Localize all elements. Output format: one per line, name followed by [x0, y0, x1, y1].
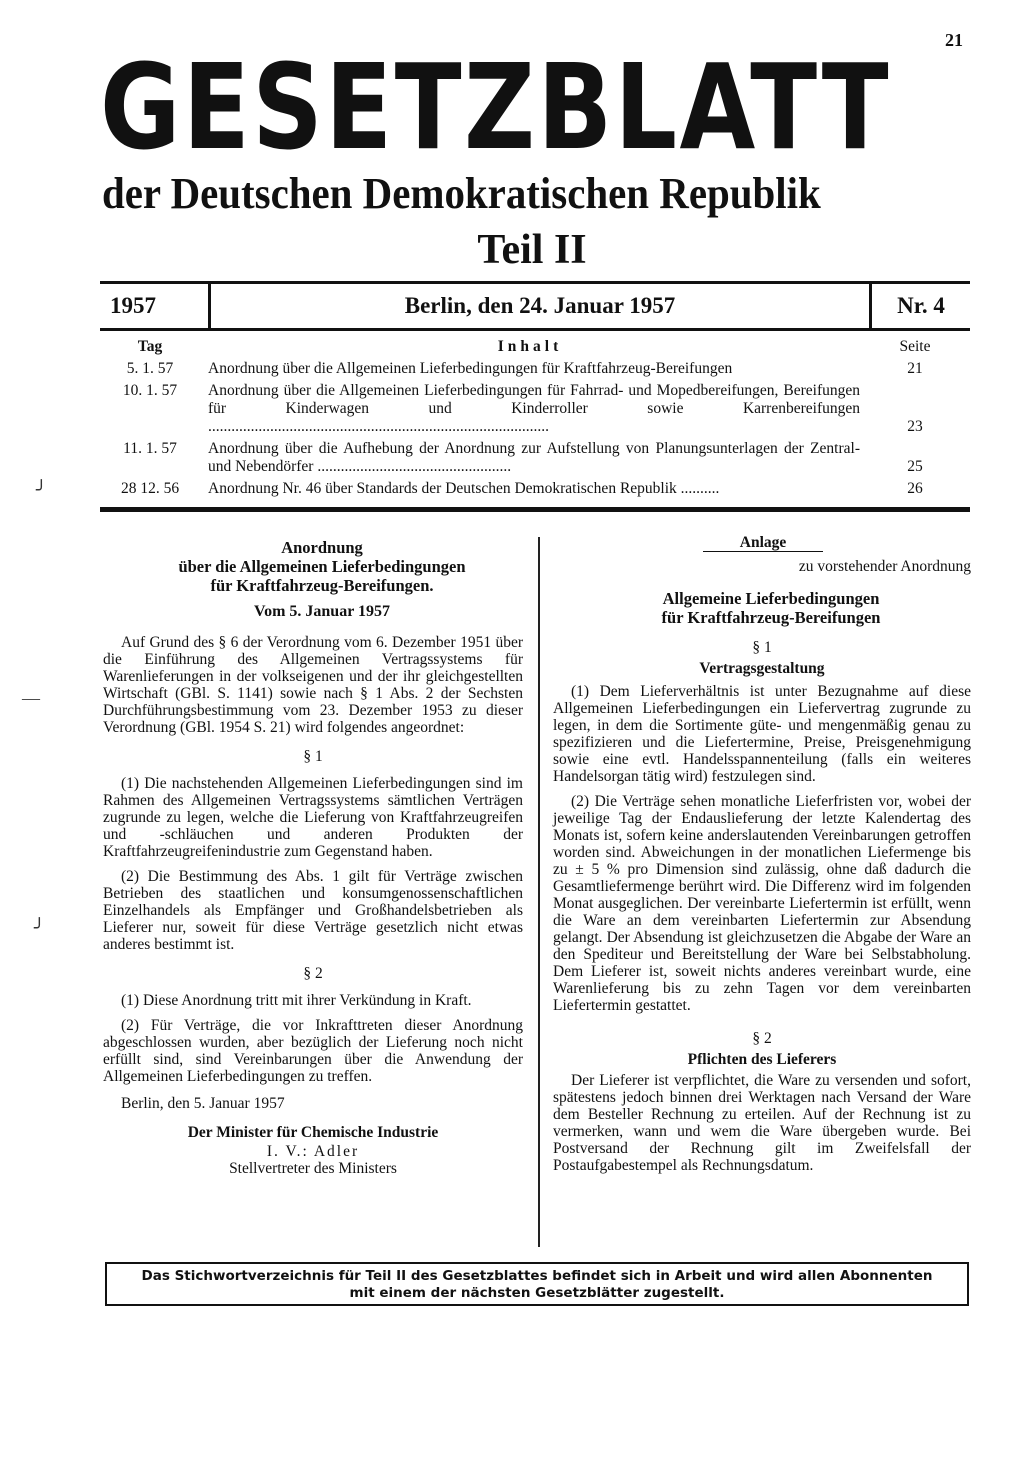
signature-place: Berlin, den 5. Januar 1957 — [121, 1095, 285, 1112]
contents-row-page: 21 — [907, 360, 923, 377]
ordinance-title: für Kraftfahrzeug-Bereifungen. — [210, 576, 434, 595]
paragraph: (1) Diese Anordnung tritt mit ihrer Verkündung in Kraft. — [121, 992, 472, 1009]
paragraph: (2) Die Bestimmung des Abs. 1 gilt für Verträge zwischen Betrieben des staatlichen und konsumgenossenschaftlichen Einzelhandels als Empfänger und Großhandelsbetrieben als Lieferer nur, soweit für diese Verträge gesetzlich nicht etwas anderes bestimmt ist. — [103, 868, 523, 953]
masthead-subtitle: der Deutschen Demokratischen Republik — [102, 169, 821, 218]
issue-year: 1957 — [110, 293, 156, 318]
paragraph: Der Lieferer ist verpflichtet, die Ware zu versenden und sofort, spätestens jedoch binnen drei Werktagen nach Versand der Ware dem Besteller Rechnung zu erteilen. Auf der Rechnung ist zu vermerken, wann und wem die Ware übergeben wurde. Bei Postversand der Rechnung gilt im Zweifelsfall der Postaufgabestempel als Rechnungsdatum. — [553, 1072, 971, 1174]
margin-mark: ╯ — [34, 918, 45, 938]
table-of-contents — [100, 338, 970, 502]
page-number: 21 — [945, 30, 963, 50]
paragraph: (2) Für Verträge, die vor Inkrafttreten dieser Anordnung abgeschlossen wurden, aber bezüglich der Lieferung noch nicht erfüllt sind, sind Vereinbarungen über die Anwendung der Allgemeinen Lieferbedingungen zu treffen. — [103, 1017, 523, 1085]
annex-label: Anlage — [703, 534, 823, 552]
contents-row-page: 26 — [907, 480, 923, 497]
contents-row — [100, 440, 970, 476]
contents-col-page: Seite — [899, 338, 931, 355]
contents-row-date: 5. 1. 57 — [126, 360, 174, 377]
contents-row-text: Anordnung Nr. 46 über Standards der Deutschen Demokratischen Republik .......... — [208, 480, 720, 497]
column-divider — [538, 537, 540, 1247]
contents-row — [100, 360, 970, 378]
section-heading: § 1 — [752, 639, 772, 656]
contents-row-date: 11. 1. 57 — [123, 440, 177, 457]
paragraph: (1) Dem Lieferverhältnis ist unter Bezugnahme auf diese Allgemeinen Lieferbedingungen ein Liefervertrag zugrunde zu legen, in dem die Sortimente güte- und mengenmäßig genau zu spezifizieren und die Liefertermine, Preise, Preisgenehmigung sowie eine evtl. Handelsspannenteilung (falls ein weiteres Handelsorgan tätig wird) festzulegen sind. — [553, 683, 971, 785]
issue-bar — [100, 281, 970, 331]
signer-name: I. V.: Adler — [266, 1143, 360, 1160]
ordinance-title: Anordnung — [281, 538, 363, 557]
notice-line: Das Stichwortverzeichnis für Teil II des Gesetzblattes befindet sich in Arbeit und wird allen Abonnenten — [141, 1268, 933, 1284]
margin-mark: ╯ — [36, 480, 47, 500]
section-title: Vertragsgestaltung — [699, 660, 825, 677]
section-heading: § 1 — [303, 748, 323, 765]
contents-row-page: 25 — [907, 458, 923, 475]
contents-row-text: Anordnung über die Allgemeinen Lieferbedingungen für Kraftfahrzeug-Bereifungen — [208, 360, 733, 377]
masthead-part: Teil II — [477, 227, 587, 273]
preamble: Auf Grund des § 6 der Verordnung vom 6. Dezember 1951 über die Einführung des Allgemeinen Vertragssystems für Warenlieferungen in der volkseigenen und der ihr gleichgestellten Wirtschaft (GBl. S. 1141) sowie nach § 1 Abs. 2 der Sechsten Durchführungsbestimmung vom 23. Dezember 1953 zu dieser Verordnung (GBl. 1954 S. 21) wird folgendes angeordnet: — [103, 634, 523, 736]
right-column — [553, 534, 971, 1182]
paragraph: (1) Die nachstehenden Allgemeinen Lieferbedingungen sind im Rahmen des Allgemeinen Vertragssystems sämtlichen Verträgen zugrunde zu legen, welche die Lieferung von Kraftfahrzeugreifen und -schläuchen und anderen Produkten der Kraftfahrzeugreifenindustrie zum Gegenstand haben. — [103, 775, 523, 860]
section-title: Pflichten des Lieferers — [687, 1051, 837, 1068]
contents-bottom-rule — [100, 507, 970, 512]
contents-row-page: 23 — [907, 418, 923, 435]
signer-role: Stellvertreter des Ministers — [229, 1160, 397, 1177]
signer-organization: Der Minister für Chemische Industrie — [187, 1124, 439, 1141]
contents-row — [100, 480, 970, 498]
contents-header — [100, 338, 970, 356]
contents-col-date: Tag — [137, 338, 163, 355]
contents-row — [100, 382, 970, 436]
section-heading: § 2 — [303, 965, 323, 982]
contents-row-date: 10. 1. 57 — [122, 382, 178, 399]
paragraph: (2) Die Verträge sehen monatliche Lieferfristen vor, wobei der jeweilige Tag der Endauslieferung der letzte Kalendertag des Monats ist, sofern keine anderslautenden Vereinbarungen getroffen worden sind. Abweichungen in der monatlichen Liefermenge bis zu ± 5 % pro Dimension sind zulässig, ohne daß dadurch die Gesamtliefermenge berührt wird. Die Differenz wird im folgenden Monat ausgeglichen. Der vereinbarte Liefertermin ist erfüllt, wenn die Ware an dem vereinbarten Liefertermin zur Absendung gelangt. Der Absendung ist gleichzusetzen die Abgabe der Ware an den Spediteur und Bereitstellung der Ware bei Selbstabholung. Dem Lieferer ist, soweit nichts anderes vereinbart wurde, eine Warenlieferung bis zu zehn Tagen vor dem vereinbarten Liefertermin gestattet. — [553, 793, 971, 1014]
issue-number: Nr. 4 — [897, 293, 945, 318]
contents-row-text: Anordnung über die Aufhebung der Anordnung zur Aufstellung von Planungsunterlagen der Zentral- und Nebendörfer .................................................. — [208, 440, 860, 475]
notice-line: mit einem der nächsten Gesetzblätter zugestellt. — [349, 1285, 725, 1301]
contents-col-title: Inhalt — [497, 338, 563, 355]
contents-row-date: 28 12. 56 — [120, 480, 180, 497]
notice-box — [105, 1262, 969, 1306]
conditions-title: für Kraftfahrzeug-Bereifungen — [661, 608, 881, 627]
contents-row-text: Anordnung über die Allgemeinen Lieferbedingungen für Fahrrad- und Mopedbereifungen, Bereifungen für Kinderwagen und Kinderroller sowie Karrenbereifungen ........................................................................................ — [208, 382, 860, 435]
section-heading: § 2 — [752, 1030, 772, 1047]
ordinance-date: Vom 5. Januar 1957 — [253, 603, 391, 620]
ordinance-title: über die Allgemeinen Lieferbedingungen — [178, 557, 466, 576]
issue-place-date: Berlin, den 24. Januar 1957 — [404, 293, 676, 318]
left-column — [103, 538, 523, 1177]
margin-mark: — — [22, 688, 40, 708]
conditions-title: Allgemeine Lieferbedingungen — [662, 589, 880, 608]
masthead-title: GESETZBLATT — [100, 38, 892, 176]
annex-subtitle: zu vorstehender Anordnung — [798, 558, 971, 575]
